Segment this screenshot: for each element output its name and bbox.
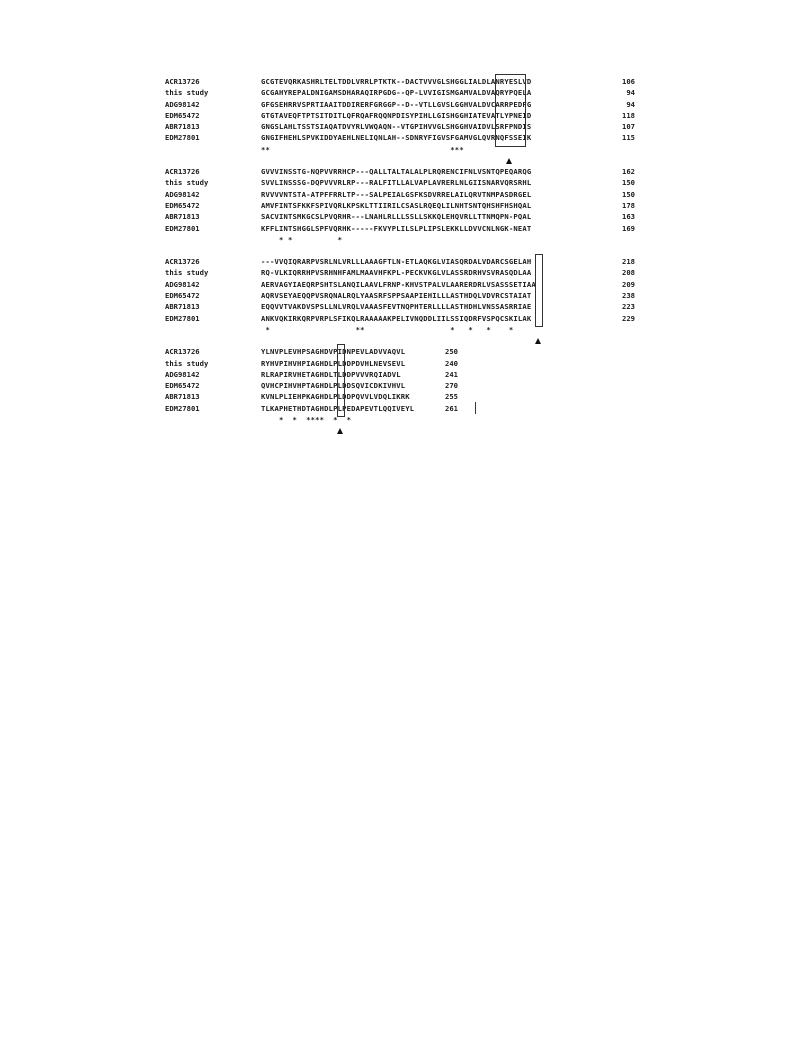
- sequence-name: EDM27801: [165, 223, 200, 233]
- residue-position: 169: [622, 223, 635, 233]
- residue-position: 115: [622, 133, 635, 143]
- residue-position: 208: [622, 268, 635, 278]
- sequence-residues: GNGIFHEHLSPVKIDDYAEHLNELIQNLAH--SDNRYFIGVSFGAMVGLQVRNQFSSEIK: [261, 133, 532, 143]
- active-site-arrow-icon: [506, 158, 512, 164]
- residue-position: 163: [622, 212, 635, 222]
- sequence-residues: AERVAGYIAEQRPSHTSLANQILAAVLFRNP-KHVSTPALVLAARERDRLVSASSSETIAA: [261, 279, 536, 289]
- sequence-residues: GFGSEHRRVSPRTIAAITDDIRERFGRGGP--D--VTLLGVSLGGHVALDVCARRPEDFG: [261, 99, 532, 109]
- alignment-row: [165, 267, 635, 278]
- alignment-row: [165, 132, 635, 143]
- alignment-row: [165, 110, 635, 121]
- sequence-residues: RYHVPIHVHPIAGHDLPLDDPDVHLNEVSEVL: [261, 358, 406, 368]
- residue-position: 162: [622, 167, 635, 177]
- alignment-block-4: [165, 346, 635, 425]
- alignment-row: [165, 369, 635, 380]
- alignment-row: [165, 290, 635, 301]
- alignment-row: [165, 87, 635, 98]
- alignment-block-3: [165, 256, 635, 335]
- sequence-name: EDM65472: [165, 291, 200, 301]
- residue-position: 241: [445, 369, 458, 379]
- motif-box: [535, 254, 543, 327]
- residue-position: 218: [622, 257, 635, 267]
- sequence-name: EDM27801: [165, 313, 200, 323]
- alignment-row: [165, 380, 635, 391]
- sequence-name: ABR71813: [165, 392, 200, 402]
- consensus-row: [165, 324, 635, 335]
- consensus-markers: * ** * * * *: [261, 324, 514, 334]
- alignment-row: [165, 177, 635, 188]
- sequence-residues: KFFLINTSHGGLSPFVQRHK-----FKVYPLILSLPLIPSLEKKLLDVVCNLNGK-NEAT: [261, 223, 532, 233]
- residue-position: 223: [622, 302, 635, 312]
- alignment-row: [165, 166, 635, 177]
- sequence-name: ABR71813: [165, 122, 200, 132]
- alignment-row: [165, 346, 635, 357]
- sequence-residues: GCGTEVQRKASHRLTELTDDLVRRLPTKTK--DACTVVVGLSHGGLIALDLANRYESLVD: [261, 77, 532, 86]
- sequence-name: this study: [165, 178, 209, 188]
- sequence-residues: TLKAPHETHDTAGHDLPLPEDAPEVTLQQIVEYL: [261, 403, 415, 413]
- sequence-residues: ANKVQKIRKQRPVRPLSFIKQLRAAAAAKPELIVNQDDLIILSSIQDRFVSPQCSKILAK: [261, 313, 532, 323]
- alignment-row: [165, 301, 635, 312]
- sequence-name: EDM27801: [165, 133, 200, 143]
- sequence-residues: SVVLINSSSG-DQPVVVRLRP---RALFITLLALVAPLAVRERLNLGIISNARVQRSRHL: [261, 178, 532, 188]
- motif-box: [495, 74, 526, 147]
- alignment-row: [165, 403, 635, 414]
- consensus-row: [165, 234, 635, 245]
- residue-position: 178: [622, 200, 635, 210]
- sequence-name: ACR13726: [165, 167, 200, 177]
- sequence-residues: GTGTAVEQFTPTSITDITLQFRQAFRQQNPDISYPIHLLGISHGGHIATEVATLYPNEID: [261, 110, 532, 120]
- residue-position: 238: [622, 291, 635, 301]
- residue-position: 255: [445, 392, 458, 402]
- sequence-name: this study: [165, 88, 209, 98]
- sequence-name: EDM27801: [165, 403, 200, 413]
- alignment-row: [165, 358, 635, 369]
- sequence-residues: YLNVPLEVHPSAGHDVPIDNPEVLADVVAQVL: [261, 347, 406, 357]
- residue-position: 209: [622, 279, 635, 289]
- consensus-markers: * * **** * *: [261, 415, 352, 425]
- alignment-row: [165, 256, 635, 267]
- residue-position: 94: [626, 88, 635, 98]
- alignment-row: [165, 313, 635, 324]
- sequence-name: this study: [165, 268, 209, 278]
- alignment-block-1: [165, 76, 635, 155]
- consensus-markers: * * *: [261, 234, 343, 244]
- residue-position: 270: [445, 381, 458, 391]
- alignment-row: [165, 391, 635, 402]
- alignment-row: [165, 189, 635, 200]
- alignment-row: [165, 279, 635, 290]
- residue-position: 229: [622, 313, 635, 323]
- sequence-name: this study: [165, 358, 209, 368]
- alignment-row: [165, 76, 635, 87]
- sequence-name: EDM65472: [165, 381, 200, 391]
- sequence-name: ADG98142: [165, 99, 200, 109]
- residue-position: 118: [622, 110, 635, 120]
- residue-position: 240: [445, 358, 458, 368]
- sequence-name: ACR13726: [165, 347, 200, 357]
- sequence-residues: EQQVVTVAKDVSPSLLNLVRQLVAAASFEVTNQPHTERLLLLASTHDHLVNSSASRRIAE: [261, 302, 532, 312]
- sequence-residues: RLRAPIRVHETAGHDLTLDDPVVVRQIADVL: [261, 369, 401, 379]
- alignment-row: [165, 211, 635, 222]
- sequence-name: EDM65472: [165, 200, 200, 210]
- text-cursor: [475, 402, 476, 414]
- sequence-residues: GNGSLAHLTSSTSIAQATDVYRLVWQAQN--VTGPIHVVGLSHGGHVAIDVLSRFPNDIS: [261, 122, 532, 132]
- motif-box: [337, 344, 345, 417]
- sequence-residues: KVNLPLIEHPKAGHDLPLDDPQVVLVDQLIKRK: [261, 392, 410, 402]
- sequence-name: ACR13726: [165, 77, 200, 86]
- sequence-name: EDM65472: [165, 110, 200, 120]
- alignment-row: [165, 121, 635, 132]
- sequence-residues: GVVVINSSTG-NQPVVRRHCP---QALLTALTALALPLRQRENCIFNLVSNTQPEQARQG: [261, 167, 532, 177]
- active-site-arrow-icon: [535, 338, 541, 344]
- alignment-row: [165, 200, 635, 211]
- residue-position: 250: [445, 347, 458, 357]
- alignment-row: [165, 223, 635, 234]
- sequence-residues: AQRVSEYAEQQPVSRQNALRQLYAASRFSPPSAAPIEHILLLASTHDQLVDVRCSTAIAT: [261, 291, 532, 301]
- residue-position: 94: [626, 99, 635, 109]
- residue-position: 150: [622, 189, 635, 199]
- sequence-residues: QVHCPIHVHPTAGHDLPLDDSQVICDKIVHVL: [261, 381, 406, 391]
- sequence-residues: RVVVVNTSTA-ATPFFRRLTP---SALPEIALGSFKSDVRRELAILQRVTNMPASDRGEL: [261, 189, 532, 199]
- sequence-residues: ---VVQIQRARPVSRLNLVRLLLAAAGFTLN-ETLAQKGLVIASQRDALVDARCSGELAH: [261, 257, 532, 267]
- sequence-name: ACR13726: [165, 257, 200, 267]
- consensus-row: [165, 414, 635, 425]
- residue-position: 107: [622, 122, 635, 132]
- sequence-residues: RQ-VLKIQRRHPVSRHNHFAMLMAAVHFKPL-PECKVKGLVLASSRDRHVSVRASQDLAA: [261, 268, 532, 278]
- sequence-name: ABR71813: [165, 302, 200, 312]
- sequence-name: ADG98142: [165, 369, 200, 379]
- sequence-residues: GCGAHYREPALDNIGAMSDHARAQIRPGDG--QP-LVVIGISMGAMVALDVAQRYPQELA: [261, 88, 532, 98]
- alignment-row: [165, 99, 635, 110]
- consensus-markers: ** ***: [261, 144, 464, 154]
- residue-position: 150: [622, 178, 635, 188]
- residue-position: 261: [445, 403, 458, 413]
- residue-position: 106: [622, 77, 635, 86]
- alignment-block-2: [165, 166, 635, 245]
- active-site-arrow-icon: [337, 428, 343, 434]
- sequence-name: ABR71813: [165, 212, 200, 222]
- sequence-residues: SACVINTSMKGCSLPVQRHR---LNAHLRLLLSSLLSKKQLEHQVRLLTTNMQPN-PQAL: [261, 212, 532, 222]
- sequence-residues: AMVFINTSFKKFSPIVQRLKPSKLTTIIRILCSASLRQEQLILNHTSNTQHSHFHSHQAL: [261, 200, 532, 210]
- consensus-row: [165, 144, 635, 155]
- sequence-name: ADG98142: [165, 279, 200, 289]
- sequence-alignment-figure: [165, 76, 635, 436]
- sequence-name: ADG98142: [165, 189, 200, 199]
